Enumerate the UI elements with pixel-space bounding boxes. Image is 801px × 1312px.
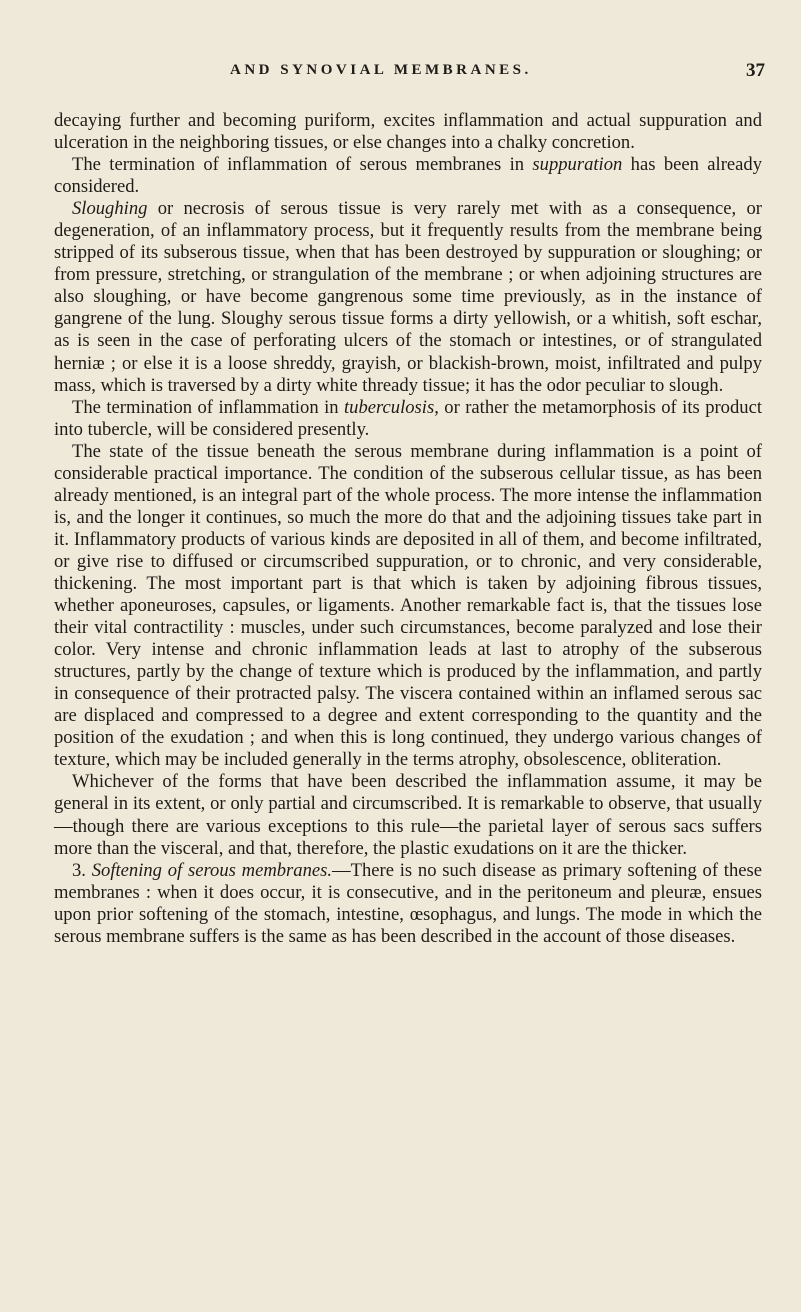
text-run: or necrosis of serous tissue is very rarely met with as a consequence, or degeneration, of an inflammatory process, but it frequently results from the membrane being stripped of its subserous tissue, when that has been destroyed by suppuration or sloughing; or from pressure, stretching, or strangulation of the membrane ; or when adjoining structures are also sloughing, or have become gangrenous some time previously, as in the instance of gangrene of the lung. Sloughy serous tissue forms a dirty yellowish, or a whitish, soft eschar, as is seen in the case of perforating ulcers of the stomach or intestines, or of strangulated herniæ ; or else it is a loose shreddy, grayish, or blackish-brown, moist, infiltrated and pulpy mass, which is traversed by a dirty white thready tissue; it has the odor peculiar to slough. [54, 198, 762, 396]
paragraph [54, 860, 762, 948]
text-run: has been already considered. [54, 154, 762, 198]
paragraph [54, 441, 762, 772]
text-run: decaying further and becoming puriform, excites inflammation and actual suppuration and ulceration in the neighboring tissues, or else changes into a chalky concretion. [54, 110, 762, 154]
text-run: , or rather the metamorphosis of its product into tubercle, will be considered presently. [54, 396, 762, 440]
body-text [54, 110, 762, 948]
paragraph [54, 154, 762, 198]
italic-term: suppuration [532, 154, 623, 176]
italic-term: Softening of serous membranes. [91, 859, 333, 881]
italic-term: tuberculosis [343, 396, 435, 418]
running-title: AND SYNOVIAL MEMBRANES. [230, 62, 532, 78]
text-run: The state of the tissue beneath the serous membrane during inflammation is a point of considerable practical importance. The condition of the subserous cellular tissue, as has been already mentioned, is an integral part of the whole process. The more intense the inflammation is, and the longer it continues, so much the more do that and the adjoining tissues take part in it. Inflammatory products of various kinds are deposited in all of them, and become infiltrated, or give rise to diffused or circumscribed suppuration, or to chronic, and very considerable, thickening. The most important part is that which is taken by adjoining fibrous tissues, whether aponeuroses, capsules, or ligaments. Another remarkable fact is, that the tissues lose their vital contractility : muscles, under such circumstances, become paralyzed and lose their color. Very intense and chronic inflammation leads at last to atrophy of the subserous structures, partly by the change of texture which is produced by the inflammation, and partly in consequence of their protracted palsy. The viscera contained within an inflamed serous sac are displaced and compressed to a degree and extent corresponding to the quantity and the position of the exudation ; and when this is long continued, they undergo various changes of texture, which may be included generally in the terms atrophy, obsolescence, obliteration. [54, 440, 762, 771]
running-head [0, 62, 801, 86]
text-run: Whichever of the forms that have been described the inflammation assume, it may be general in its extent, or only partial and circumscribed. It is remarkable to observe, that usually—though there are various exceptions to this rule—the parietal layer of serous sacs suffers more than the visceral, and that, therefore, the plastic exudations on it are the thicker. [54, 771, 762, 859]
page-number: 37 [746, 60, 765, 81]
text-run: —There is no such disease as primary softening of these membranes : when it does occur, it is consecutive, and in the peritoneum and pleuræ, ensues upon prior softening of the stomach, intestine, œsophagus, and lungs. The mode in which the serous membrane suffers is the same as has been described in the account of those diseases. [54, 859, 762, 947]
text-run: 3. [72, 859, 92, 881]
text-run: The termination of inflammation of serous membranes in [72, 154, 533, 176]
paragraph [54, 110, 762, 154]
paragraph [54, 397, 762, 441]
paragraph [54, 198, 762, 396]
text-run: The termination of inflammation in [72, 396, 344, 418]
italic-term: Sloughing [72, 198, 148, 220]
paragraph [54, 771, 762, 859]
